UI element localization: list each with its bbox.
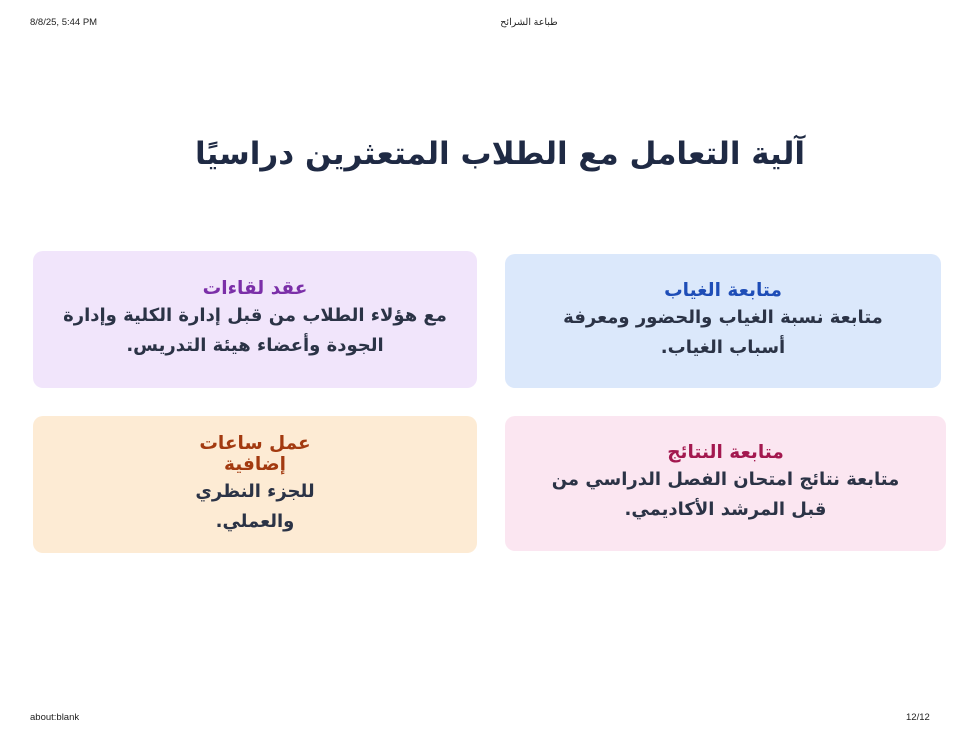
card-body: متابعة نسبة الغياب والحضور ومعرفة أسباب الغياب. [563,306,883,358]
card-title: متابعة النتائج [667,442,784,463]
print-datetime: 8/8/25, 5:44 PM [30,17,98,28]
card-body: مع هؤلاء الطلاب من قبل إدارة الكلية وإدارة الجودة وأعضاء هيئة التدريس. [63,305,447,356]
print-url: about:blank [30,712,80,723]
slide-title: آلية التعامل مع الطلاب المتعثرين دراسيًا [195,136,805,172]
card-body: للجزء النظري والعملي. [195,480,315,532]
card-body: متابعة نتائج امتحان الفصل الدراسي من قبل المرشد الأكاديمي. [551,469,900,520]
card-hold-meetings [33,251,477,388]
page-number: 12/12 [906,712,930,723]
card-title: متابعة الغياب [664,279,782,301]
card-absence-follow-up [505,254,941,388]
card-extra-hours [33,416,477,553]
card-title: عمل ساعات إضافية [199,432,311,475]
card-title: عقد لقاءات [202,278,308,299]
print-document-title: طباعة الشرائح [500,17,558,28]
card-results-follow-up [505,416,946,551]
